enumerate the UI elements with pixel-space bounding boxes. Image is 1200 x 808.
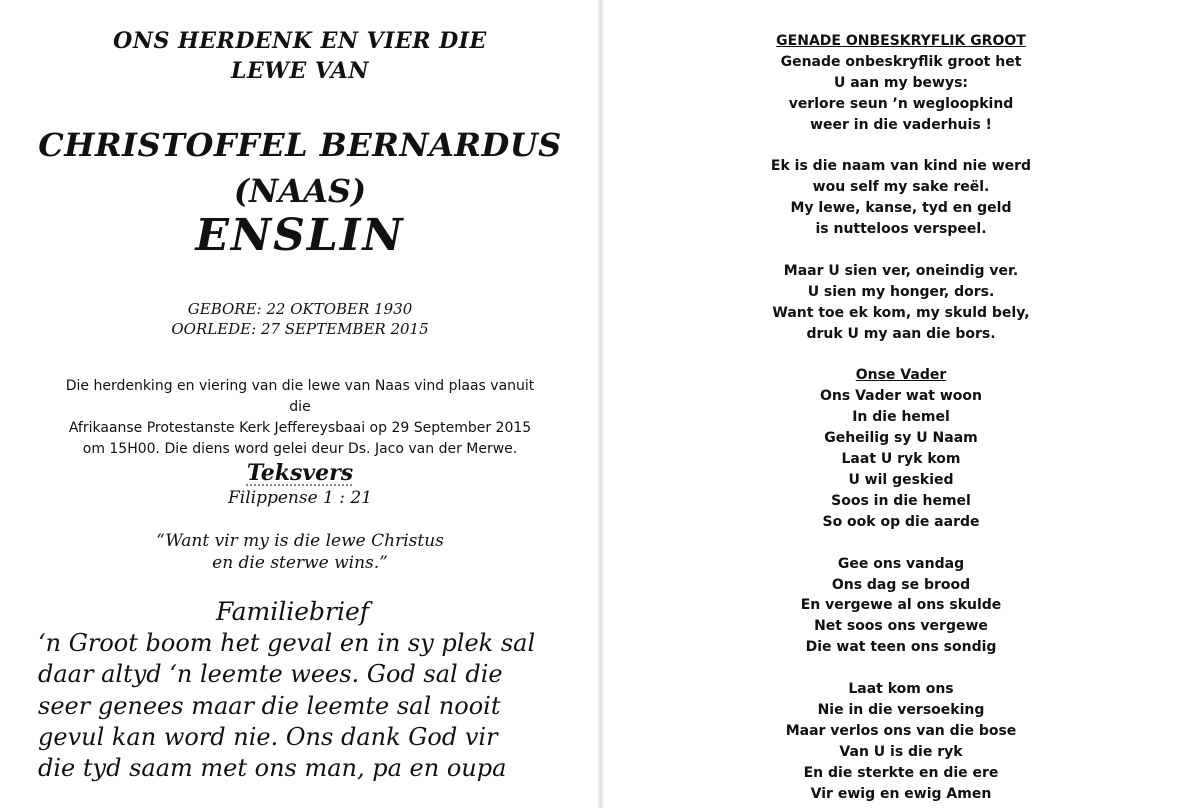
prayer-line: Geheilig sy U Naam — [824, 430, 978, 447]
prayer-line: Soos in die hemel — [831, 492, 971, 509]
right-page — [602, 0, 1200, 808]
letter-line: seer genees maar die leemte sal nooit — [38, 691, 501, 720]
hymn-line: U sien my honger, dors. — [807, 283, 995, 300]
prayer-line: Die wat teen ons sondig — [805, 639, 997, 656]
hymn-line: Want toe ek kom, my skuld bely, — [772, 304, 1030, 321]
hymn-line: My lewe, kanse, tyd en geld — [790, 200, 1012, 217]
spacer — [602, 345, 1200, 366]
hymn-line: Maar U sien ver, oneindig ver. — [783, 262, 1019, 279]
intro-line-1: ONS HERDENK EN VIER DIE — [113, 28, 487, 54]
scripture-heading — [0, 460, 600, 486]
hymn-line: Genade onbeskryflik groot het — [780, 53, 1022, 70]
hymn-title: GENADE ONBESKRYFLIK GROOT — [776, 33, 1026, 49]
prayer-line: Laat kom ons — [848, 681, 954, 698]
scripture-heading-text: Teksvers — [246, 460, 354, 486]
spacer — [602, 240, 1200, 261]
hymn-line: druk U my aan die bors. — [806, 325, 996, 342]
prayer-line: Ons dag se brood — [831, 576, 971, 593]
prayer-line: Laat U ryk kom — [841, 451, 961, 468]
prayer-line: Ons Vader wat woon — [820, 388, 982, 405]
prayer-line: U wil geskied — [848, 471, 954, 488]
spacer — [602, 658, 1200, 679]
full-name: CHRISTOFFEL BERNARDUS — [38, 126, 562, 164]
spacer — [602, 136, 1200, 157]
scripture-quote-line-2: en die sterwe wins.” — [212, 553, 388, 573]
letter-line: die tyd saam met ons man, pa en oupa — [38, 754, 507, 783]
hymn-line: Ek is die naam van kind nie werd — [770, 158, 1032, 175]
scripture-quote-line-1: “Want vir my is die lewe Christus — [156, 531, 444, 551]
prayer-line: Van U is die ryk — [839, 743, 963, 760]
service-details — [60, 376, 540, 460]
prayer-line: En die sterkte en die ere — [803, 764, 999, 781]
surname: ENSLIN — [195, 210, 405, 261]
nickname: (NAAS) — [233, 172, 367, 210]
scripture-reference: Filippense 1 : 21 — [227, 488, 373, 508]
hymn-and-prayer — [602, 31, 1200, 804]
prayer-line: Nie in die versoeking — [817, 701, 985, 718]
service-line: Die herdenking en viering van die lewe van Naas vind plaas vanuit die — [65, 378, 535, 415]
hymn-line: weer in die vaderhuis ! — [810, 116, 992, 133]
prayer-line: Maar verlos ons van die bose — [785, 722, 1017, 739]
letter-line: ‘n Groot boom het geval en in sy plek sal — [38, 629, 536, 657]
hymn-line: verlore seun ’n wegloopkind — [788, 95, 1014, 112]
prayer-line: Net soos ons vergewe — [814, 618, 988, 635]
hymn-line: is nutteloos verspeel. — [815, 221, 987, 238]
prayer-title: Onse Vader — [855, 367, 947, 384]
death-date: OORLEDE: 27 SEPTEMBER 2015 — [171, 320, 429, 338]
letter-line: gevul kan word nie. Ons dank God vir — [38, 722, 498, 751]
prayer-line: Vir ewig en ewig Amen — [810, 785, 992, 802]
family-letter — [38, 628, 598, 784]
service-line: om 15H00. Die diens word gelei deur Ds. Jaco van der Merwe. — [82, 441, 518, 457]
prayer-line: In die hemel — [852, 409, 950, 426]
prayer-line: So ook op die aarde — [822, 513, 980, 530]
prayer-line: En vergewe al ons skulde — [800, 597, 1002, 614]
intro-line-2: LEWE VAN — [231, 58, 369, 84]
letter-line: daar altyd ‘n leemte wees. God sal die — [38, 660, 503, 689]
family-letter-heading: Familiebrief — [216, 597, 370, 626]
hymn-line: U aan my bewys: — [833, 74, 969, 91]
spacer — [602, 533, 1200, 554]
service-line: Afrikaanse Protestanste Kerk Jeffereysbaai op 29 September 2015 — [68, 420, 532, 436]
prayer-line: Gee ons vandag — [837, 555, 965, 572]
birth-date: GEBORE: 22 OKTOBER 1930 — [187, 300, 413, 318]
hymn-line: wou self my sake reël. — [812, 179, 990, 196]
